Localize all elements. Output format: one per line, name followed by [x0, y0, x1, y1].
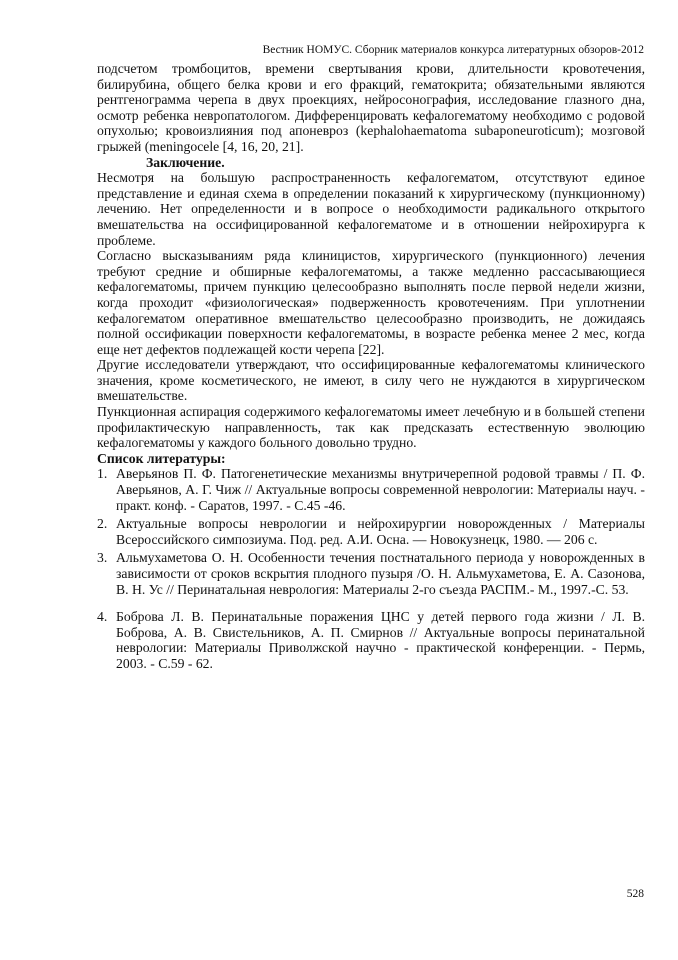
reference-number: 3. — [97, 550, 108, 566]
reference-text: Боброва Л. В. Перинатальные поражения ЦНС у детей первого года жизни / Л. В. Боброва, А. В. Свистельников, А. П. Смирнов // Актуальные вопросы перинатальной неврологии: Материалы Приволжской научно - практической конференции. - Пермь, 2003. - С.59 - 62. — [116, 609, 645, 671]
reference-text: Аверьянов П. Ф. Патогенетические механизмы внутричерепной родовой травмы / П. Ф. Аверьянов, А. Г. Чиж // Актуальные вопросы современной неврологии: Материалы науч. - практ. конф. - Саратов, 1997. - С.45 -46. — [116, 466, 645, 513]
reference-number: 2. — [97, 516, 108, 532]
reference-text: Актуальные вопросы неврологии и нейрохирургии новорожденных / Материалы Всероссийского симпозиума. Под. ред. А.И. Осна. — Новокузнецк, 1980. — 206 с. — [116, 516, 645, 547]
running-header: Вестник НОМУС. Сборник материалов конкурса литературных обзоров-2012 — [262, 44, 644, 56]
conclusion-paragraph: Несмотря на большую распространенность кефалогематом, отсутствуют единое представление и единая схема в определении показаний к хирургическому (пункционному) лечению. Нет определенности и в вопросе о необходимости радикального открытого вмешательства на оссифицированной кефалогематоме и в отношении нейрохирурга к проблеме. — [97, 170, 645, 248]
reference-number: 1. — [97, 466, 108, 482]
reference-item — [97, 516, 645, 547]
conclusion-paragraph: Другие исследователи утверждают, что оссифицированные кефалогематомы клинического значения, кроме косметического, не имеют, в силу чего не нуждаются в хирургическом вмешательстве. — [97, 357, 645, 404]
page-content — [97, 61, 645, 675]
reference-item — [97, 466, 645, 513]
page-number: 528 — [626, 888, 644, 900]
conclusion-paragraph: Согласно высказываниям ряда клиницистов, хирургического (пункционного) лечения требуют средние и обширные кефалогематомы, а также медленно рассасывающиеся кефалогематомы, причем пункцию целесообразно выполнять после первой недели жизни, когда проходит «физиологическая» подверженность кровотечениям. При уплотнении кефалогематом оперативное вмешательство целесообразно производить, не дожидаясь полной оссификации поверхности кефалогематомы, в возрасте ребенка менее 2 мес, когда еще нет дефектов подлежащей кости черепа [22]. — [97, 248, 645, 357]
reference-number: 4. — [97, 609, 108, 625]
references-heading: Список литературы: — [97, 450, 226, 466]
conclusion-paragraph: Пункционная аспирация содержимого кефалогематомы имеет лечебную и в большей степени профилактическую направленность, так как предсказать естественную эволюцию кефалогематомы у каждого больного довольно трудно. — [97, 404, 645, 451]
references-list — [97, 466, 645, 671]
intro-paragraph: подсчетом тромбоцитов, времени свертывания крови, длительности кровотечения, билирубина, общего белка крови и его фракций, гематокрита; обязательными являются рентгенограмма черепа в двух проекциях, нейросонография, исследование глазного дна, осмотр ребенка невропатологом. Дифференцировать кефалогематому необходимо с родовой опухолью; кровоизлияния под апоневроз (kephalohaematoma subaponeuroticum); мозговой грыжей (meningocele [4, 16, 20, 21]. — [97, 61, 645, 154]
reference-item — [97, 550, 645, 597]
conclusion-heading: Заключение. — [146, 154, 225, 170]
reference-text: Альмухаметова О. Н. Особенности течения постнатального периода у новорожденных в зависимости от сроков вскрытия плодного пузыря /О. Н. Альмухаметова, Е. А. Сазонова, В. Н. Ус // Перинатальная неврология: Материалы 2-го съезда РАСПМ.- М., 1997.-С. 53. — [116, 550, 645, 597]
reference-item — [97, 609, 645, 671]
